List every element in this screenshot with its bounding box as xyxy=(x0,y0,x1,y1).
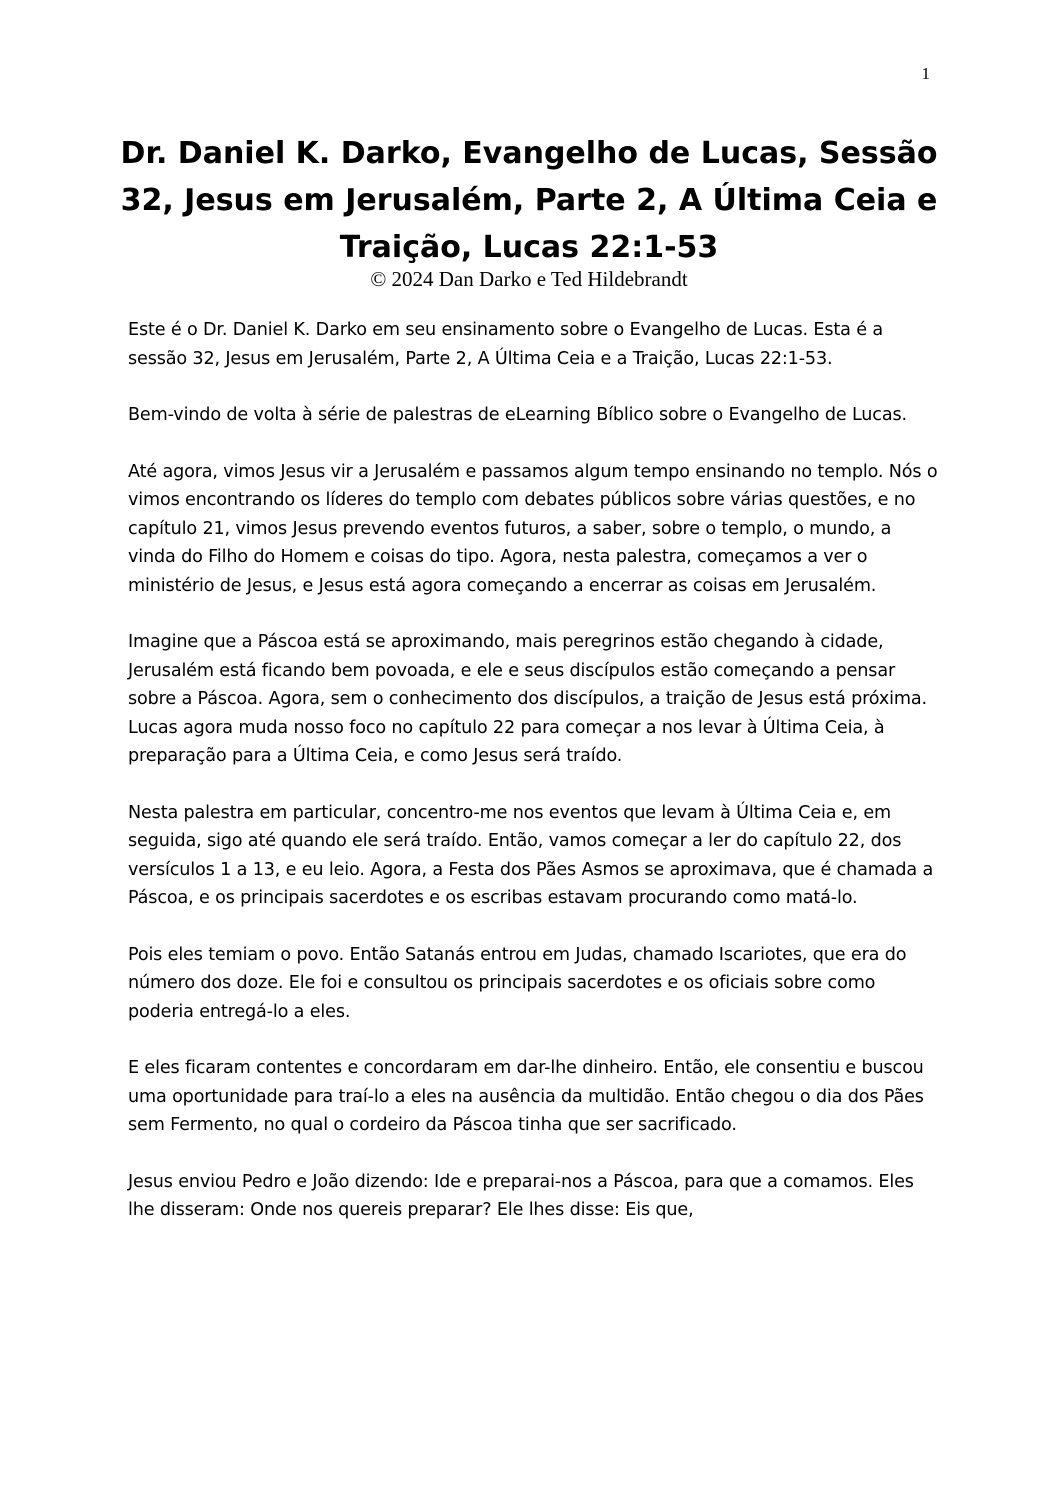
body-text xyxy=(128,316,938,1253)
paragraph: Este é o Dr. Daniel K. Darko em seu ensinamento sobre o Evangelho de Lucas. Esta é a sessão 32, Jesus em Jerusalém, Parte 2, A Última Ceia e a Traição, Lucas 22:1-53. xyxy=(128,320,883,369)
copyright-line: © 2024 Dan Darko e Ted Hildebrandt xyxy=(370,267,688,291)
paragraph: Pois eles temiam o povo. Então Satanás entrou em Judas, chamado Iscariotes, que era do número dos doze. Ele foi e consultou os principais sacerdotes e os oficiais sobre como poderia entregá-lo a eles. xyxy=(128,944,907,1022)
paragraph: Bem-vindo de volta à série de palestras de eLearning Bíblico sobre o Evangelho de Lucas. xyxy=(128,405,907,425)
paragraph: Imagine que a Páscoa está se aproximando, mais peregrinos estão chegando à cidade, Jerusalém está ficando bem povoada, e ele e seus discípulos estão começando a pensar sobre a Páscoa. Agora, sem o conhecimento dos discípulos, a traição de Jesus está próxima. Lucas agora muda nosso foco no capítulo 22 para começar a nos levar à Última Ceia, à preparação para a Última Ceia, e como Jesus será traído. xyxy=(128,632,927,766)
paragraph: E eles ficaram contentes e concordaram em dar-lhe dinheiro. Então, ele consentiu e buscou uma oportunidade para traí-lo a eles na ausência da multidão. Então chegou o dia dos Pães sem Fermento, no qual o cordeiro da Páscoa tinha que ser sacrificado. xyxy=(128,1058,924,1135)
paragraph: Jesus enviou Pedro e João dizendo: Ide e preparai-nos a Páscoa, para que a comamos. Eles lhe disseram: Onde nos quereis preparar? Ele lhes disse: Eis que, xyxy=(128,1171,914,1220)
paragraph: Nesta palestra em particular, concentro-me nos eventos que levam à Última Ceia e, em seguida, sigo até quando ele será traído. Então, vamos começar a ler do capítulo 22, dos versículos 1 a 13, e eu leio. Agora, a Festa dos Pães Asmos se aproximava, que é chamada a Páscoa, e os principais sacerdotes e os escribas estavam procurando como matá-lo. xyxy=(128,802,934,908)
paragraph: Até agora, vimos Jesus vir a Jerusalém e passamos algum tempo ensinando no templo. Nós o vimos encontrando os líderes do templo com debates públicos sobre várias questões, e no capítulo 21, vimos Jesus prevendo eventos futuros, a saber, sobre o templo, o mundo, a vinda do Filho do Homem e coisas do tipo. Agora, nesta palestra, começamos a ver o ministério de Jesus, e Jesus está agora começando a encerrar as coisas em Jerusalém. xyxy=(128,461,938,596)
document-title: Dr. Daniel K. Darko, Evangelho de Lucas, Sessão 32, Jesus em Jerusalém, Parte 2, A Última Ceia e Traição, Lucas 22:1-53 xyxy=(120,136,938,265)
page-number: 1 xyxy=(921,64,930,83)
